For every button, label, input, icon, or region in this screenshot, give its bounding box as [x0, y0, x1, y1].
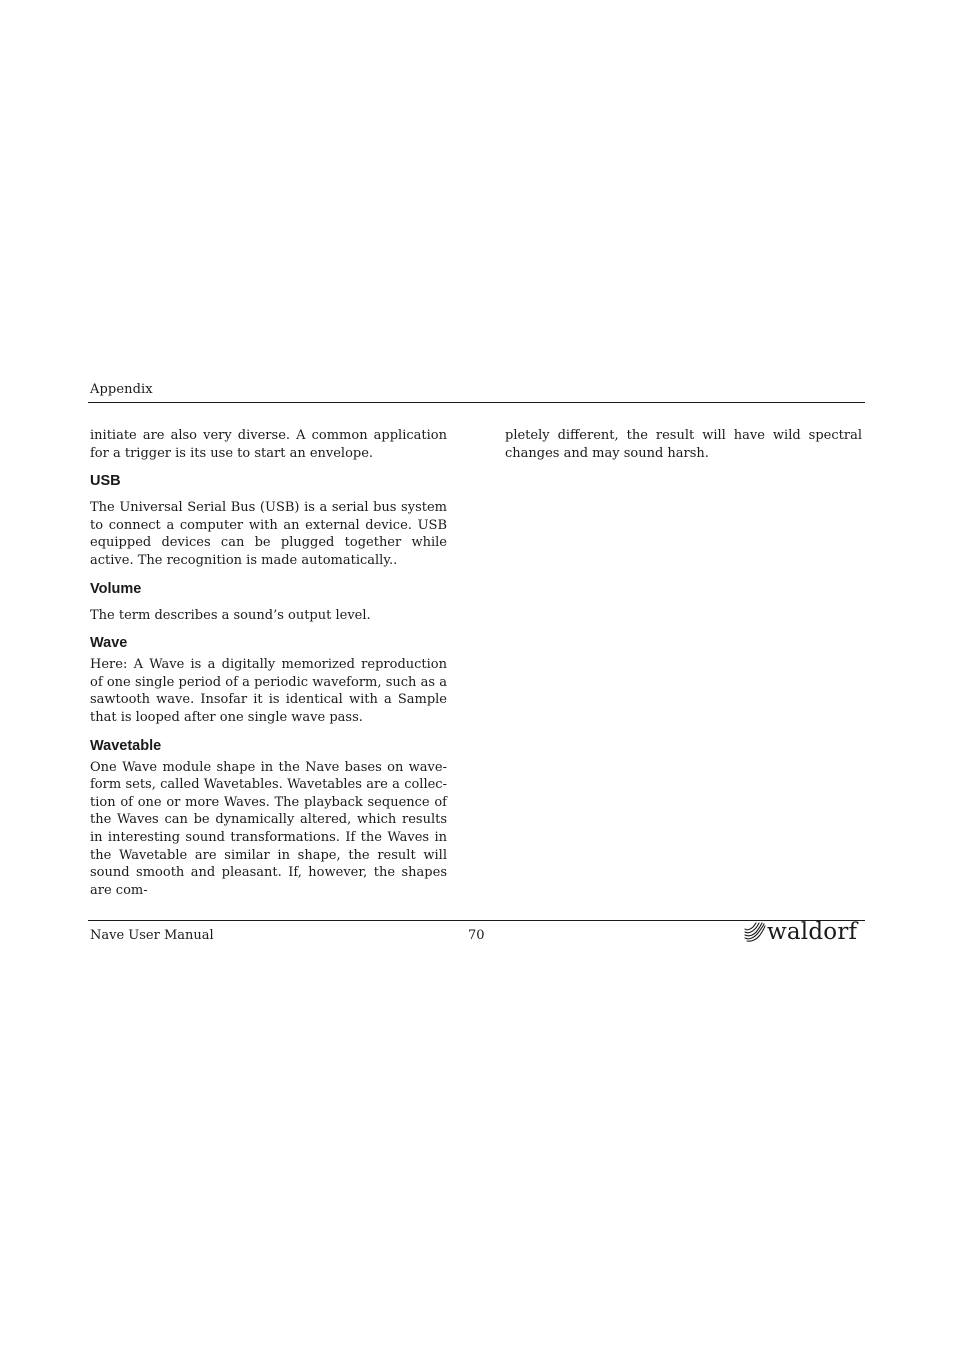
glossary-term-wavetable: Wavetable: [90, 737, 162, 754]
glossary-definition-wave: Here: A Wave is a digitally memorized reproduction of one single period of a periodic waveform, such as a sawtooth wave. Insofar it is identical with a Sample that is looped after one single wave pass.: [90, 657, 447, 725]
glossary-definition-volume: The term describes a sound’s output level.: [90, 607, 371, 623]
glossary-term-volume: Volume: [90, 580, 142, 597]
intro-paragraph: initiate are also very diverse. A common application for a trigger is its use to start an envelope.: [90, 428, 447, 461]
glossary-definition-usb: The Universal Serial Bus (USB) is a serial bus system to connect a computer with an external device. USB equipped devices can be plugged together while active. The recognition is made automatically..: [90, 500, 447, 568]
left-column: [90, 427, 447, 899]
right-column: [505, 427, 862, 462]
header-divider: [88, 402, 865, 403]
waldorf-logo: [742, 919, 857, 945]
continuation-paragraph: pletely different, the result will have wild spectral changes and may sound harsh.: [505, 428, 862, 461]
page-number: 70: [468, 928, 485, 943]
waldorf-swirl-icon: [742, 921, 766, 943]
glossary-term-usb: USB: [90, 473, 121, 490]
section-label: Appendix: [90, 382, 153, 397]
logo-wordmark: waldorf: [767, 919, 858, 945]
glossary-term-wave: Wave: [90, 635, 128, 652]
manual-title: Nave User Manual: [90, 928, 214, 943]
glossary-definition-wavetable: One Wave module shape in the Nave bases on waveform sets, called Wavetables. Wavetables are a collection of one or more Waves. The playback sequence of the Waves can be dynamically altered, which results in interesting sound transformations. If the Waves in the Wavetable are similar in shape, the result will sound smooth and pleasant. If, however, the shapes are com-: [90, 759, 447, 898]
